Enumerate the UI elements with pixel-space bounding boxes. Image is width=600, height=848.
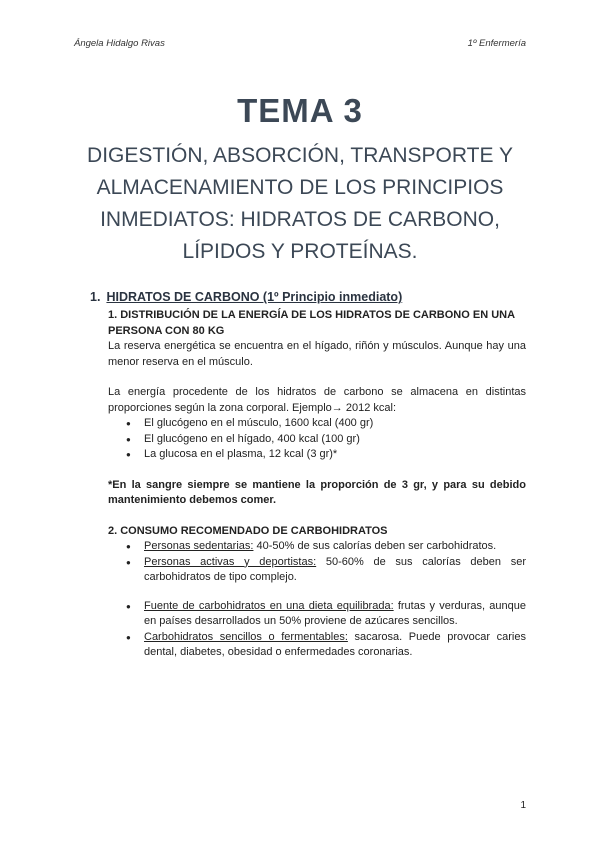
list-item-text: 50-60% de sus calorías deben ser carbohidratos de tipo complejo.	[144, 555, 526, 583]
subsection-1-paragraph-2: La energía procedente de los hidratos de carbono se almacena en distintas proporciones según la zona corporal. Ejemplo→ 2012 kcal:	[108, 386, 526, 414]
list-item: ● El glucógeno en el hígado, 400 kcal (100 gr)	[144, 432, 526, 448]
list-item-text: 40-50% de sus calorías deben ser carbohidratos.	[253, 540, 497, 552]
list-item	[144, 630, 526, 661]
page-number: 1	[520, 800, 526, 811]
page-subtitle: DIGESTIÓN, ABSORCIÓN, TRANSPORTE Y ALMACENAMIENTO DE LOS PRINCIPIOS INMEDIATOS: HIDRATOS DE CARBONO, LÍPIDOS Y PROTEÍNAS.	[87, 144, 513, 263]
section-1-content	[108, 308, 526, 661]
energy-distribution-list	[108, 416, 526, 463]
page-title: TEMA 3	[237, 92, 363, 129]
list-item	[144, 599, 526, 630]
list-item-label: Carbohidratos sencillos o fermentables:	[144, 630, 348, 643]
list-item	[144, 539, 526, 555]
header-author: Ángela Hidalgo Rivas	[74, 38, 165, 49]
section-1-heading	[90, 290, 402, 304]
list-item-label: Personas sedentarias:	[144, 540, 254, 552]
header-course: 1º Enfermería	[467, 38, 526, 49]
consumption-list-b	[108, 599, 526, 661]
consumption-list-a	[108, 539, 526, 586]
subsection-1-heading: 1. DISTRIBUCIÓN DE LA ENERGÍA DE LOS HIDRATOS DE CARBONO EN UNA PERSONA CON 80 KG	[108, 309, 515, 337]
list-item-label: Personas activas y deportistas:	[144, 555, 317, 568]
list-item-label: Fuente de carbohidratos en una dieta equilibrada:	[144, 599, 394, 612]
list-item: ● La glucosa en el plasma, 12 kcal (3 gr)*	[144, 447, 526, 463]
subsection-1-paragraph-1: La reserva energética se encuentra en el hígado, riñón y músculos. Aunque hay una menor reserva en el músculo.	[108, 340, 526, 368]
blood-glucose-note: *En la sangre siempre se mantiene la proporción de 3 gr, y para su debido mantenimiento debemos comer.	[108, 478, 526, 506]
list-item	[144, 555, 526, 586]
list-item-text: sacarosa. Puede provocar caries dental, diabetes, obesidad o enfermedades coronarias.	[144, 630, 526, 658]
section-1-title: HIDRATOS DE CARBONO (1º Principio inmediato)	[106, 290, 403, 304]
subsection-2-heading: 2. CONSUMO RECOMENDADO DE CARBOHIDRATOS	[108, 524, 388, 537]
list-item-text: frutas y verduras, aunque en países desarrollados un 50% proviene de azúcares sencillos.	[144, 599, 526, 627]
list-item: ● El glucógeno en el músculo, 1600 kcal (400 gr)	[144, 416, 526, 432]
section-1-number: 1.	[90, 290, 101, 304]
